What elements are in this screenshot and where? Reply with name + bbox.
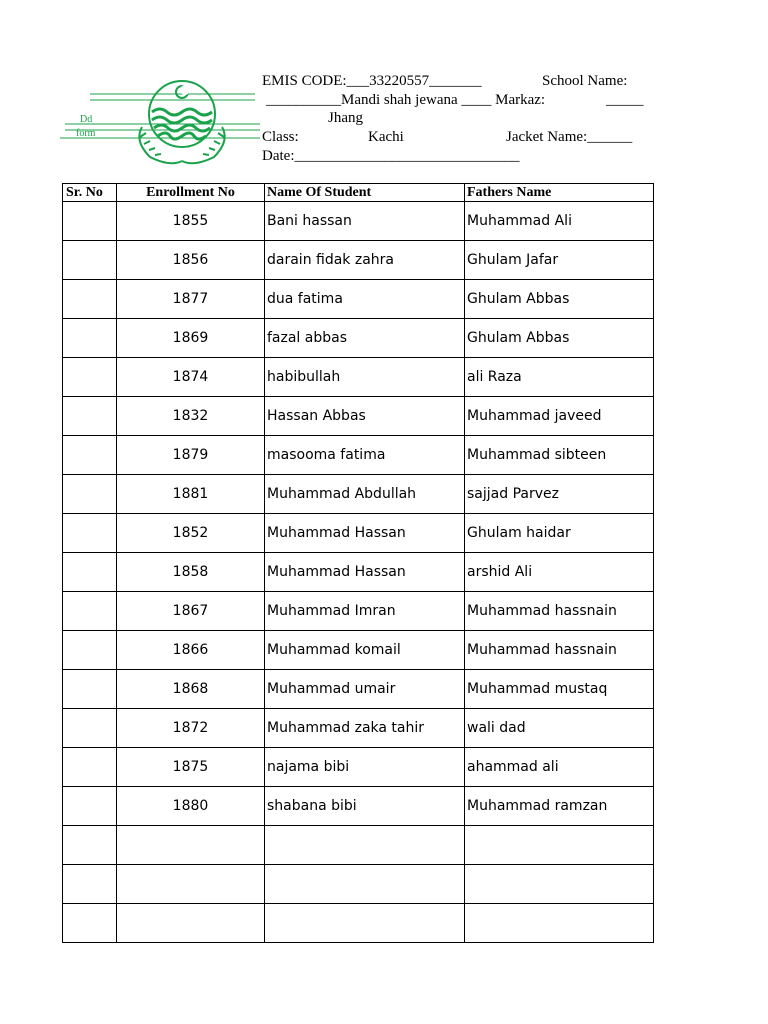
school-emblem-logo (60, 72, 260, 172)
jacket-name: Jacket Name:______ (506, 129, 633, 145)
cell-enrollment: 1872 (117, 709, 265, 748)
cell-father-name: Muhammad mustaq (465, 670, 654, 709)
cell-sr (63, 865, 117, 904)
table-row (63, 397, 654, 436)
district-name: Jhang (328, 110, 363, 126)
col-sr-no: Sr. No (63, 184, 117, 202)
cell-student-name: najama bibi (265, 748, 465, 787)
cell-enrollment: 1869 (117, 319, 265, 358)
cell-student-name: habibullah (265, 358, 465, 397)
table-header-row (63, 184, 654, 202)
class-label: Class: (262, 129, 299, 145)
cell-enrollment: 1867 (117, 592, 265, 631)
cell-student-name: Muhammad Hassan (265, 553, 465, 592)
cell-student-name (265, 904, 465, 943)
cell-sr (63, 358, 117, 397)
cell-enrollment: 1858 (117, 553, 265, 592)
table-row (63, 592, 654, 631)
cell-sr (63, 436, 117, 475)
cell-sr (63, 241, 117, 280)
table-row (63, 319, 654, 358)
cell-father-name: Ghulam Abbas (465, 319, 654, 358)
cell-father-name (465, 826, 654, 865)
table-row (63, 280, 654, 319)
col-fathers-name: Fathers Name (465, 184, 654, 202)
cell-sr (63, 826, 117, 865)
cell-father-name: Ghulam haidar (465, 514, 654, 553)
table-row (63, 202, 654, 241)
cell-enrollment: 1881 (117, 475, 265, 514)
cell-father-name: Muhammad sibteen (465, 436, 654, 475)
cell-father-name: Muhammad javeed (465, 397, 654, 436)
cell-student-name: shabana bibi (265, 787, 465, 826)
cell-father-name (465, 904, 654, 943)
class-value: Kachi (368, 129, 404, 145)
cell-enrollment: 1874 (117, 358, 265, 397)
table-row (63, 787, 654, 826)
cell-father-name: Ghulam Abbas (465, 280, 654, 319)
cell-student-name: Muhammad Imran (265, 592, 465, 631)
cell-enrollment: 1879 (117, 436, 265, 475)
col-enrollment-no: Enrollment No (117, 184, 265, 202)
table-row (63, 904, 654, 943)
cell-father-name (465, 865, 654, 904)
cell-sr (63, 787, 117, 826)
table-row (63, 436, 654, 475)
cell-student-name: Muhammad Abdullah (265, 475, 465, 514)
school-name-markaz: __________Mandi shah jewana ____ Markaz: (266, 92, 546, 108)
cell-father-name: Muhammad ramzan (465, 787, 654, 826)
cell-student-name: darain fidak zahra (265, 241, 465, 280)
logo-text-top: Dd (80, 114, 93, 125)
logo-text-bottom: form (76, 128, 96, 139)
cell-enrollment: 1880 (117, 787, 265, 826)
table-row (63, 670, 654, 709)
emis-code: EMIS CODE:___33220557_______ (262, 73, 482, 89)
cell-student-name: fazal abbas (265, 319, 465, 358)
table-row (63, 241, 654, 280)
table-row (63, 475, 654, 514)
cell-student-name: Muhammad umair (265, 670, 465, 709)
cell-father-name: wali dad (465, 709, 654, 748)
col-student-name: Name Of Student (265, 184, 465, 202)
student-table (62, 183, 654, 943)
cell-enrollment: 1868 (117, 670, 265, 709)
table-row (63, 709, 654, 748)
cell-father-name: Muhammad hassnain (465, 592, 654, 631)
cell-enrollment: 1855 (117, 202, 265, 241)
table-row (63, 748, 654, 787)
school-name-label: School Name: (542, 73, 628, 89)
cell-sr (63, 202, 117, 241)
table-row (63, 865, 654, 904)
cell-sr (63, 592, 117, 631)
cell-sr (63, 397, 117, 436)
cell-enrollment: 1832 (117, 397, 265, 436)
cell-enrollment (117, 904, 265, 943)
table-row (63, 826, 654, 865)
cell-father-name: Muhammad Ali (465, 202, 654, 241)
cell-sr (63, 904, 117, 943)
date-field: Date:______________________________ (262, 148, 520, 164)
cell-sr (63, 319, 117, 358)
cell-enrollment: 1875 (117, 748, 265, 787)
cell-enrollment: 1866 (117, 631, 265, 670)
markaz-blank: _____ (606, 92, 644, 108)
table-row (63, 358, 654, 397)
cell-sr (63, 670, 117, 709)
cell-father-name: arshid Ali (465, 553, 654, 592)
cell-student-name: Bani hassan (265, 202, 465, 241)
cell-enrollment (117, 826, 265, 865)
cell-father-name: Muhammad hassnain (465, 631, 654, 670)
cell-student-name (265, 826, 465, 865)
cell-student-name: masooma fatima (265, 436, 465, 475)
cell-enrollment: 1852 (117, 514, 265, 553)
cell-student-name (265, 865, 465, 904)
cell-sr (63, 631, 117, 670)
cell-student-name: Muhammad zaka tahir (265, 709, 465, 748)
table-row (63, 553, 654, 592)
cell-student-name: Hassan Abbas (265, 397, 465, 436)
cell-father-name: ahammad ali (465, 748, 654, 787)
table-row (63, 631, 654, 670)
cell-sr (63, 280, 117, 319)
table-row (63, 514, 654, 553)
cell-student-name: dua fatima (265, 280, 465, 319)
cell-enrollment: 1877 (117, 280, 265, 319)
cell-enrollment (117, 865, 265, 904)
cell-enrollment: 1856 (117, 241, 265, 280)
cell-sr (63, 514, 117, 553)
cell-sr (63, 709, 117, 748)
cell-father-name: Ghulam Jafar (465, 241, 654, 280)
cell-father-name: sajjad Parvez (465, 475, 654, 514)
cell-father-name: ali Raza (465, 358, 654, 397)
cell-sr (63, 475, 117, 514)
cell-student-name: Muhammad komail (265, 631, 465, 670)
cell-sr (63, 748, 117, 787)
cell-sr (63, 553, 117, 592)
cell-student-name: Muhammad Hassan (265, 514, 465, 553)
